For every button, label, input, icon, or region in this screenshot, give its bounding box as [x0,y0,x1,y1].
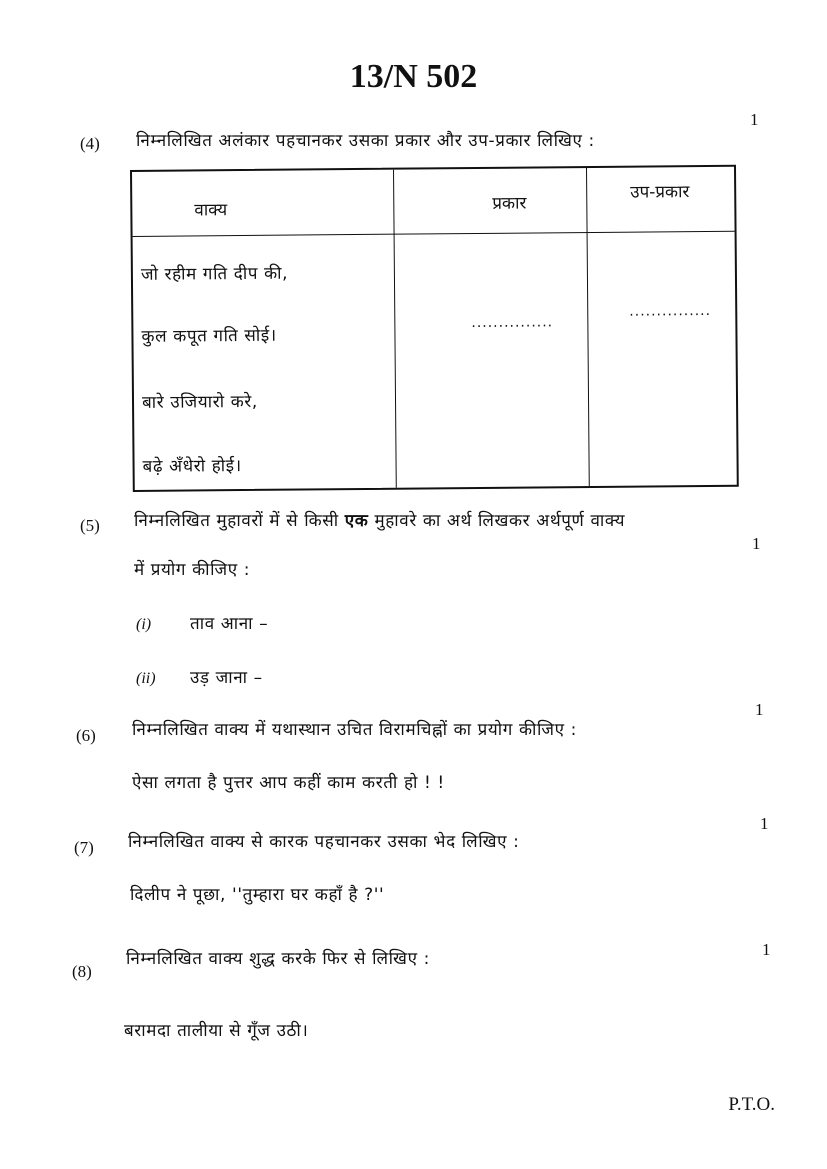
table-column-divider [393,170,397,488]
question-7-number: (7) [74,838,94,857]
question-6-number: (6) [76,726,96,745]
question-4-marks: 1 [750,110,759,129]
option-i-label: (i) [136,616,152,633]
table-column-divider [586,168,590,486]
question-8-text: निम्नलिखित वाक्य शुद्ध करके फिर से लिखिए : [126,949,430,969]
question-7-text: निम्नलिखित वाक्य से कारक पहचानकर उसका भेद लिखिए : [128,832,520,852]
question-7-sentence: दिलीप ने पूछा, ''तुम्हारा घर कहाँ है ?'' [130,885,385,905]
option-i-text: ताव आना – [190,614,269,634]
question-8-marks: 1 [762,940,771,959]
question-5-text-line-2: में प्रयोग कीजिए : [134,560,251,580]
question-4-text: निम्नलिखित अलंकार पहचानकर उसका प्रकार और उप-प्रकार लिखिए : [136,131,595,151]
paper-code: 13/N 502 [349,58,478,95]
question-6-text: निम्नलिखित वाक्य में यथास्थान उचित विरामचिह्नों का प्रयोग कीजिए : [132,720,577,740]
question-5-marks: 1 [752,534,761,553]
page-turn-over: P.T.O. [728,1094,775,1115]
verse-line-1: जो रहीम गति दीप की, [140,263,289,285]
up-prakar-answer-blank: ............... [629,302,712,320]
table-header-vakya: वाक्य [194,200,228,221]
question-8-sentence: बरामदा तालीया से गूँज उठी। [124,1021,309,1041]
question-6-sentence: ऐसा लगता है पुत्तर आप कहीं काम करती हो ! ! [132,773,445,793]
table-header-divider [133,231,735,237]
table-header-up-prakar: उप-प्रकार [630,182,690,203]
question-7-marks: 1 [760,814,769,833]
question-6-marks: 1 [755,700,764,719]
table-header-prakar: प्रकार [492,193,527,214]
question-5-text: निम्नलिखित मुहावरों में से किसी एक मुहावरे का अर्थ लिखकर अर्थपूर्ण वाक्य [134,511,626,531]
prakar-answer-blank: ............... [471,314,554,332]
option-ii-text: उड़ जाना – [190,668,263,688]
question-5-number: (5) [80,516,100,535]
verse-line-3: बारे उजियारो करे, [141,391,258,413]
alankar-table [130,165,739,492]
question-8-number: (8) [72,962,92,981]
question-4-number: (4) [80,134,100,153]
verse-line-4: बढ़े अँधेरो होई। [142,456,242,477]
option-ii-label: (ii) [136,670,156,687]
verse-line-2: कुल कपूत गति सोई। [141,325,277,347]
